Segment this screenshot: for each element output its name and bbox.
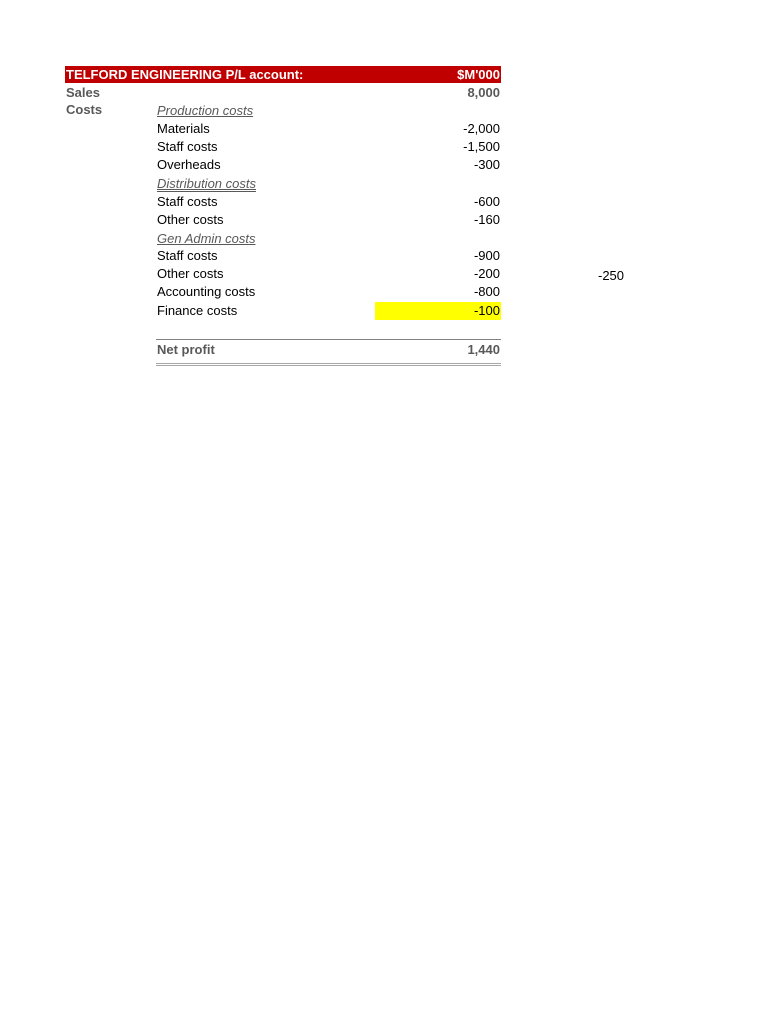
costs-label: Costs [66, 102, 103, 117]
finance-costs-label: Finance costs [157, 303, 238, 318]
distribution-other-costs-value: -160 [473, 212, 500, 227]
accounting-costs-label: Accounting costs [157, 284, 256, 299]
net-profit-label: Net profit [157, 342, 215, 357]
report-title: TELFORD ENGINEERING P/L account: [66, 67, 304, 82]
sales-value: 8,000 [467, 85, 500, 100]
accounting-costs-value: -800 [473, 284, 500, 299]
admin-other-costs-value: -200 [473, 266, 500, 281]
distribution-staff-costs-value: -600 [473, 194, 500, 209]
admin-other-costs-label: Other costs [157, 266, 224, 281]
net-profit-top-border [156, 339, 501, 340]
gen-admin-costs-heading: Gen Admin costs [157, 231, 256, 246]
net-profit-double-underline [156, 363, 501, 366]
sales-label: Sales [66, 85, 100, 100]
net-profit-value: 1,440 [467, 342, 500, 357]
production-costs-heading: Production costs [157, 103, 254, 118]
finance-costs-value: -100 [473, 303, 500, 318]
distribution-costs-heading: Distribution costs [157, 176, 256, 191]
overheads-label: Overheads [157, 157, 221, 172]
materials-label: Materials [157, 121, 210, 136]
unit-label: $M'000 [457, 67, 500, 82]
materials-value: -2,000 [463, 121, 500, 136]
admin-staff-costs-value: -900 [473, 248, 500, 263]
admin-staff-costs-label: Staff costs [157, 248, 218, 263]
production-staff-costs-label: Staff costs [157, 139, 218, 154]
side-note-value: -250 [598, 268, 625, 283]
distribution-other-costs-label: Other costs [157, 212, 224, 227]
overheads-value: -300 [473, 157, 500, 172]
production-staff-costs-value: -1,500 [463, 139, 500, 154]
distribution-staff-costs-label: Staff costs [157, 194, 218, 209]
